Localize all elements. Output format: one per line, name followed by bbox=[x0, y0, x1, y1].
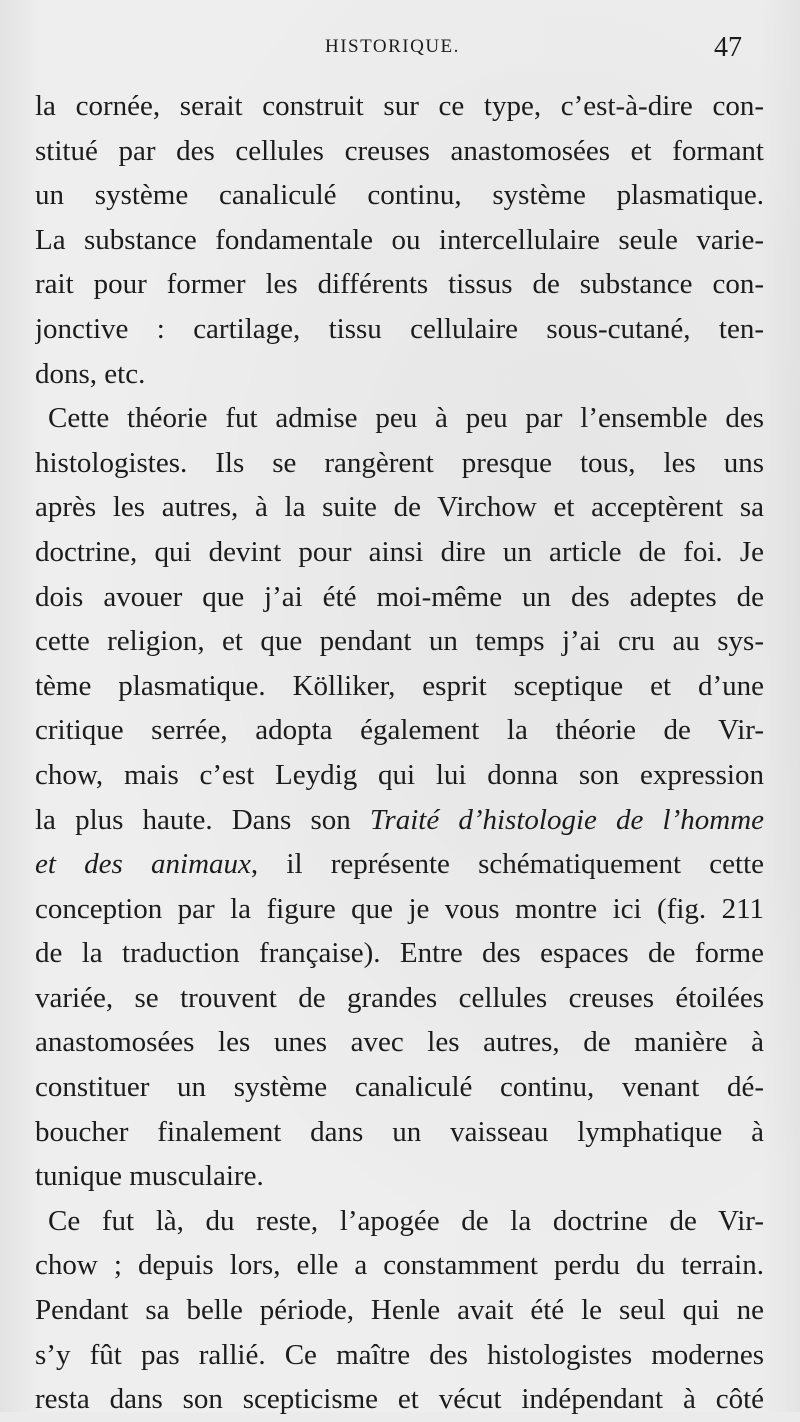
text-line-with-title bbox=[35, 842, 764, 887]
paragraph-1 bbox=[35, 84, 764, 396]
text-line: boucher finalement dans un vaisseau lymphatique à bbox=[35, 1115, 764, 1148]
text-line: s’y fût pas rallié. Ce maître des histologistes modernes bbox=[35, 1338, 764, 1371]
text-line: conception par la figure que je vous montre ici (fig. 211 bbox=[35, 892, 764, 925]
text-segment: la plus haute. Dans son bbox=[35, 803, 370, 836]
text-line: critique serrée, adopta également la théorie de Vir- bbox=[35, 714, 764, 747]
text-line: un système canaliculé continu, système plasmatique. bbox=[35, 179, 764, 212]
book-title-continued: et des animaux bbox=[35, 848, 251, 881]
text-line: après les autres, à la suite de Virchow et acceptèrent sa bbox=[35, 491, 764, 524]
text-line: tunique musculaire. bbox=[35, 1160, 264, 1193]
text-line: dons, etc. bbox=[35, 357, 146, 390]
text-line: anastomosées les unes avec les autres, de manière à bbox=[35, 1026, 764, 1059]
text-line: chow ; depuis lors, elle a constamment perdu du terrain. bbox=[35, 1249, 764, 1282]
text-line: Ce fut là, du reste, l’apogée de la doctrine de Vir- bbox=[48, 1204, 764, 1237]
text-line: stitué par des cellules creuses anastomosées et formant bbox=[35, 134, 764, 167]
text-line: constituer un système canaliculé continu, venant dé- bbox=[35, 1071, 764, 1104]
running-head: HISTORIQUE. bbox=[325, 36, 460, 57]
text-line: histologistes. Ils se rangèrent presque tous, les uns bbox=[35, 446, 764, 479]
body-text bbox=[35, 84, 764, 1422]
text-line: rait pour former les différents tissus de substance con- bbox=[35, 268, 764, 301]
text-line: resta dans son scepticisme et vécut indépendant à côté bbox=[35, 1383, 764, 1416]
text-line: tème plasmatique. Kölliker, esprit sceptique et d’une bbox=[35, 669, 764, 702]
text-line: cette religion, et que pendant un temps j’ai cru au sys- bbox=[35, 625, 764, 658]
text-line-with-title bbox=[35, 798, 764, 843]
paragraph-3 bbox=[35, 1199, 764, 1422]
text-line: variée, se trouvent de grandes cellules creuses étoilées bbox=[35, 981, 764, 1014]
page-number: 47 bbox=[714, 32, 742, 63]
text-line: la cornée, serait construit sur ce type, c’est-à-dire con- bbox=[35, 90, 764, 122]
text-line: Pendant sa belle période, Henle avait été le seul qui ne bbox=[35, 1294, 764, 1327]
text-line: doctrine, qui devint pour ainsi dire un article de foi. Je bbox=[35, 535, 764, 568]
text-line: de la traduction française). Entre des espaces de forme bbox=[35, 937, 764, 970]
text-line: La substance fondamentale ou intercellulaire seule varie- bbox=[35, 223, 764, 256]
text-line: Cette théorie fut admise peu à peu par l’ensemble des bbox=[48, 402, 764, 435]
paragraph-2 bbox=[35, 396, 764, 1199]
text-line: dois avouer que j’ai été moi-même un des adeptes de bbox=[35, 580, 764, 613]
text-segment: , il représente schématiquement cette bbox=[250, 848, 764, 881]
page-header bbox=[0, 30, 800, 70]
text-line: chow, mais c’est Leydig qui lui donna son expression bbox=[35, 758, 764, 791]
text-line: jonctive : cartilage, tissu cellulaire sous-cutané, ten- bbox=[35, 312, 764, 345]
book-title: Traité d’histologie de l’homme bbox=[369, 803, 764, 836]
